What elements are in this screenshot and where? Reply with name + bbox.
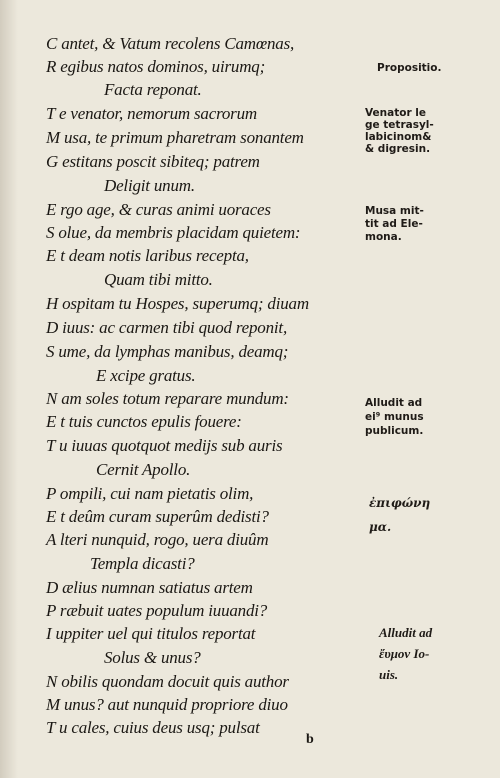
margin-note: Alludit ad	[379, 625, 433, 640]
verse-line: Solus & unus?	[104, 648, 201, 667]
verse-line: G estitans poscit sibiteq; patrem	[46, 152, 260, 171]
margin-note: Venator le	[365, 107, 427, 119]
margin-note: Musa mit-	[365, 205, 424, 217]
verse-line: T u iuuas quotquot medijs sub auris	[46, 436, 283, 455]
margin-note: ei⁹ munus	[365, 411, 424, 423]
verse-line: A lteri nunquid, rogo, uera diuûm	[46, 530, 269, 549]
verse-line: E t deam notis laribus recepta,	[46, 246, 249, 265]
margin-note: uis.	[379, 667, 399, 682]
margin-note: & digresin.	[365, 143, 431, 155]
signature-mark: b	[306, 732, 314, 747]
verse-line: D ælius numnan satiatus artem	[46, 578, 253, 597]
verse-line: S olue, da membris placidam quietem:	[46, 223, 301, 242]
verse-line: Facta reponat.	[104, 80, 202, 99]
verse-line: E t tuis cunctos epulis fouere:	[46, 412, 242, 431]
margin-note: ge tetrasyl-	[365, 119, 434, 131]
verse-line: Deligit unum.	[104, 176, 195, 195]
margin-note: Alludit ad	[365, 397, 423, 409]
margin-note: publicum.	[365, 425, 424, 437]
verse-line: I uppiter uel qui titulos reportat	[46, 624, 256, 643]
margin-note: μα.	[369, 520, 392, 534]
verse-line: E rgo age, & curas animi uoraces	[46, 200, 271, 219]
verse-line: S ume, da lymphas manibus, deamq;	[46, 342, 289, 361]
verse-line: N obilis quondam docuit quis author	[46, 672, 289, 691]
margin-note: tit ad Ele-	[365, 218, 423, 230]
margin-note: mona.	[365, 231, 402, 243]
verse-line: T e venator, nemorum sacrorum	[46, 104, 257, 123]
verse-line: Templa dicasti?	[90, 554, 195, 573]
verse-line: D iuus: ac carmen tibi quod reponit,	[46, 318, 288, 337]
verse-line: P ompili, cui nam pietatis olim,	[46, 484, 254, 503]
verse-line: Cernit Apollo.	[96, 460, 191, 479]
verse-line: R egibus natos dominos, uirumq;	[46, 57, 266, 76]
verse-line: E xcipe gratus.	[96, 366, 196, 385]
margin-note: labicinom&	[365, 131, 432, 143]
verse-line: T u cales, cuius deus usq; pulsat	[46, 718, 260, 737]
verse-line: E t deûm curam superûm dedisti?	[46, 507, 269, 526]
verse-line: M unus? aut nunquid propriore diuo	[46, 695, 288, 714]
verse-line: P ræbuit uates populum iuuandi?	[46, 601, 268, 620]
verse-line: M usa, te primum pharetram sonantem	[46, 128, 304, 147]
verse-line: Quam tibi mitto.	[104, 270, 213, 289]
margin-notes	[355, 0, 495, 778]
margin-note: ἐπιφώνη	[369, 496, 431, 510]
verse-line: N am soles totum reparare mundum:	[46, 389, 289, 408]
verse-line: C antet, & Vatum recolens Camœnas,	[46, 34, 295, 53]
margin-note: ἔυμον Io-	[379, 646, 430, 661]
margin-note: Propositio.	[377, 62, 442, 74]
verse-line: H ospitam tu Hospes, superumq; diuam	[46, 294, 309, 313]
